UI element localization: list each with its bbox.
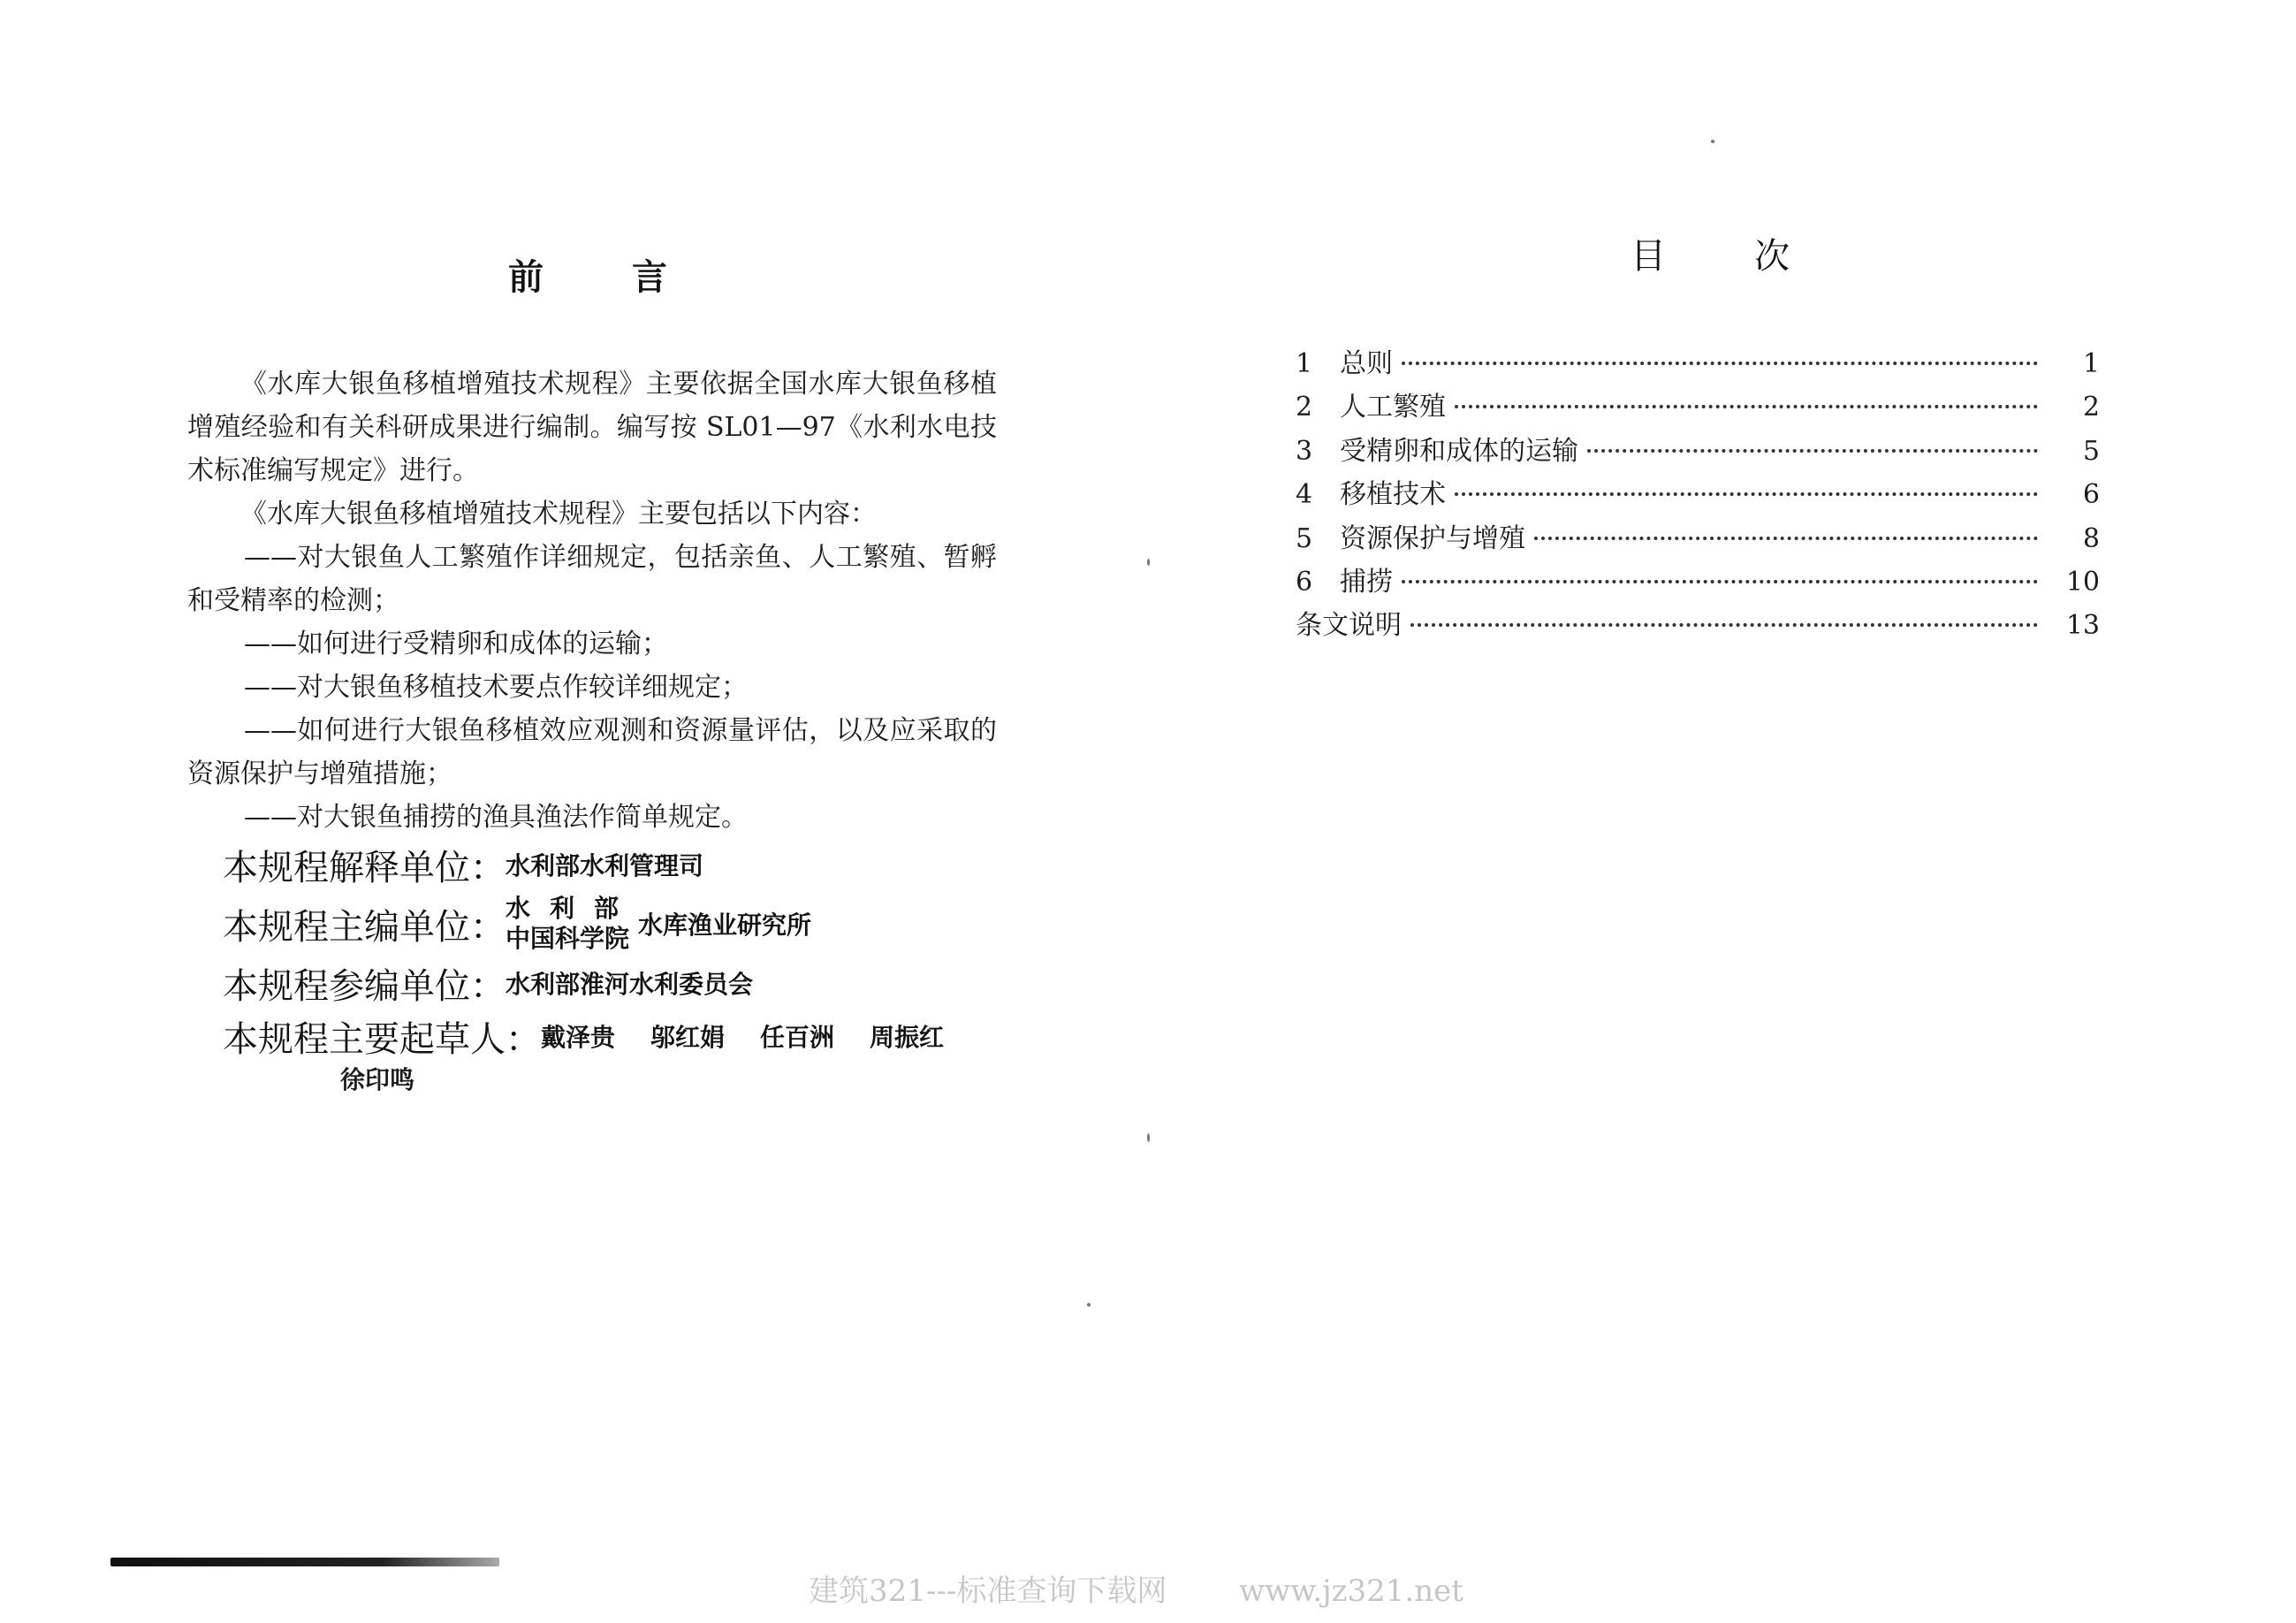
drafter-name: 周振红 [870,1023,945,1052]
toc-leader-dots [1534,537,2038,540]
foreword-list-item: ——对大银鱼移植技术要点作较详细规定； [244,672,748,703]
chief-editor-unit-row [223,891,1018,956]
toc-entry-number: 5 [1296,522,1313,554]
toc-entry-title: 捕捞 [1340,566,1393,598]
foreword-title: 前言 [508,256,756,298]
chief-editor-unit-label: 本规程主编单位： [223,906,506,948]
chief-editor-unit-suffix: 水库渔业研究所 [638,911,812,940]
toc-entry-page: 2 [2082,392,2100,423]
interpreting-unit-value: 水利部水利管理司 [506,851,704,880]
toc-leader-dots [1402,362,2038,365]
toc-entry-title: 资源保护与增殖 [1340,522,1525,554]
toc-entry[interactable] [1296,560,2100,603]
participating-unit-label: 本规程参编单位： [223,965,506,1007]
toc-entry-title: 人工繁殖 [1340,392,1446,423]
toc-entry-title: 移植技术 [1340,479,1446,511]
toc-entry-title: 受精卵和成体的运输 [1340,435,1578,467]
watermark-url: www.jz321.net [1239,1573,1464,1609]
interpreting-unit-label: 本规程解释单位： [223,847,506,888]
toc-entry-number: 1 [1296,348,1313,379]
toc-entry-page: 8 [2082,522,2100,554]
foreword-list-item: ——如何进行受精卵和成体的运输； [244,629,668,659]
toc-entry[interactable] [1296,341,2100,385]
scan-speck [1087,1303,1091,1307]
toc-leader-dots [1402,580,2038,583]
chief-editor-unit-line1: 水利部 [506,894,639,923]
toc-title: 目次 [1631,236,1878,277]
foreword-paragraph: 《水库大银鱼移植增殖技术规程》主要包括以下内容： [240,499,877,530]
toc-entry-title: 总则 [1340,348,1393,379]
drafter-name: 戴泽贵 [541,1023,616,1052]
toc-entry-page: 6 [2082,479,2100,511]
toc-entry-page: 10 [2065,566,2100,598]
toc-entry[interactable] [1296,603,2100,646]
drafter-name: 邬红娟 [650,1023,726,1052]
drafters-label: 本规程主要起草人： [223,1018,541,1060]
toc-entry-page: 5 [2082,435,2100,467]
toc-entry[interactable] [1296,429,2100,472]
toc-entry[interactable] [1296,516,2100,560]
chief-editor-unit-stack [506,894,638,954]
toc-entry-page: 13 [2065,610,2100,642]
foreword-list-item: ——如何进行大银鱼移植效应观测和资源量评估，以及应采取的资源保护与增殖措施； [187,715,997,789]
responsible-units [223,838,1018,1063]
foreword-body [187,362,997,839]
table-of-contents [1296,341,2100,647]
drafters-row [223,1010,1018,1063]
foreword-list-item: ——对大银鱼捕捞的渔具渔法作简单规定。 [244,802,748,833]
watermark [809,1566,1464,1610]
participating-unit-value: 水利部淮河水利委员会 [506,970,754,999]
scan-speck [1147,559,1150,566]
watermark-site-name: 建筑321---标准查询下载网 [809,1573,1167,1609]
toc-leader-dots [1455,405,2038,408]
foreword-paragraph: 《水库大银鱼移植增殖技术规程》主要依据全国水库大银鱼移植增殖经验和有关科研成果进行编制。编写按 SL01—97《水利水电技术标准编写规定》进行。 [187,369,997,486]
interpreting-unit-row [223,838,1018,891]
toc-leader-dots [1587,449,2038,453]
foreword-list-item: ——对大银鱼人工繁殖作详细规定，包括亲鱼、人工繁殖、暂孵和受精率的检测； [187,542,997,616]
toc-entry-number: 2 [1296,392,1313,423]
toc-entry-number: 6 [1296,566,1313,598]
scan-edge-bar [110,1558,499,1566]
toc-entry-number: 4 [1296,479,1313,511]
drafter-name: 徐印鸣 [340,1065,415,1094]
toc-entry[interactable] [1296,472,2100,515]
toc-entry[interactable] [1296,385,2100,428]
participating-unit-row [223,956,1018,1010]
toc-entry-number: 3 [1296,435,1313,467]
drafter-name: 任百洲 [760,1023,835,1052]
chief-editor-unit-line2: 中国科学院 [506,924,630,953]
toc-leader-dots [1410,623,2038,627]
scan-speck [1711,140,1714,143]
toc-entry-page: 1 [2082,348,2100,379]
scan-speck [1147,1133,1150,1142]
toc-leader-dots [1455,492,2038,496]
toc-entry-title: 条文说明 [1296,610,1402,642]
